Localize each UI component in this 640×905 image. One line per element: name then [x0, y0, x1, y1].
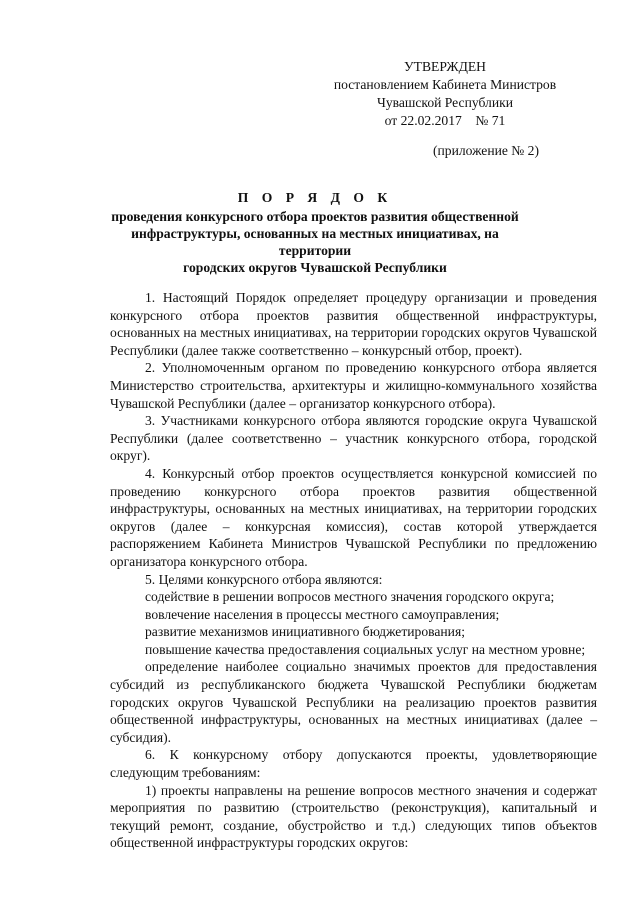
- heading-line-1: проведения конкурсного отбора проектов развития общественной: [111, 209, 519, 224]
- goal-item-3: развитие механизмов инициативного бюджетирования;: [145, 624, 465, 640]
- approval-authority: постановлением Кабинета Министров: [333, 77, 557, 92]
- document-body: [110, 289, 597, 852]
- paragraph-5: 5. Целями конкурсного отбора являются:: [145, 571, 383, 587]
- heading-line-3: городских округов Чувашской Республики: [183, 260, 447, 275]
- paragraph-6: 6. К конкурсному отбору допускаются проекты, удовлетворяющие следующим требованиям:: [110, 747, 597, 781]
- paragraph-3: 3. Участниками конкурсного отбора являются городские округа Чувашской Республики (далее соответственно – участник конкурсного отбора, городской округ).: [110, 413, 597, 464]
- paragraph-4: 4. Конкурсный отбор проектов осуществляется конкурсной комиссией по проведению конкурсного отбора проектов развития общественной инфраструктуры, основанных на местных инициативах, на территории городских округов (далее – конкурсная комиссия), состав которой утверждается распоряжением Кабинета Министров Чувашской Республики по предложению организатора конкурсного отбора.: [110, 465, 597, 569]
- approval-block: [330, 58, 560, 130]
- goal-item-5: определение наиболее социально значимых проектов для предоставления субсидий из республиканского бюджета Чувашской Республики бюджетам городских округов Чувашской Республики на реализацию проектов развития общественной инфраструктуры, основанных на местных инициативах (далее – субсидия).: [110, 659, 597, 745]
- heading-line-2: инфраструктуры, основанных на местных инициативах, на территории: [131, 226, 499, 258]
- approval-republic: Чувашской Республики: [377, 95, 513, 110]
- approval-title: УТВЕРЖДЕН: [404, 59, 486, 74]
- requirement-1: 1) проекты направлены на решение вопросов местного значения и содержат мероприятия по развитию (строительство (реконструкция), капитальный и текущий ремонт, создание, обустройство и т.д.) следующих типов объектов общественной инфраструктуры городских округов:: [110, 782, 597, 851]
- goal-item-1: содействие в решении вопросов местного значения городского округа;: [145, 589, 555, 605]
- paragraph-2: 2. Уполномоченным органом по проведению конкурсного отбора является Министерство строительства, архитектуры и жилищно-коммунального хозяйства Чувашской Республики (далее – организатор конкурсного отбора).: [110, 360, 597, 411]
- paragraph-1: 1. Настоящий Порядок определяет процедуру организации и проведения конкурсного отбора проектов развития общественной инфраструктуры, основанных на местных инициативах, на территории городских округов Чувашской Республики (далее также соответственно – конкурсный отбор, проект).: [110, 290, 597, 358]
- goal-item-4: повышение качества предоставления социальных услуг на местном уровне;: [145, 641, 586, 657]
- goal-item-2: вовлечение населения в процессы местного самоуправления;: [145, 606, 500, 622]
- heading-word: П О Р Я Д О К: [237, 190, 393, 205]
- appendix-note: (приложение № 2): [432, 143, 540, 158]
- approval-date-number: от 22.02.2017 № 71: [384, 113, 506, 128]
- document-heading: [110, 189, 520, 276]
